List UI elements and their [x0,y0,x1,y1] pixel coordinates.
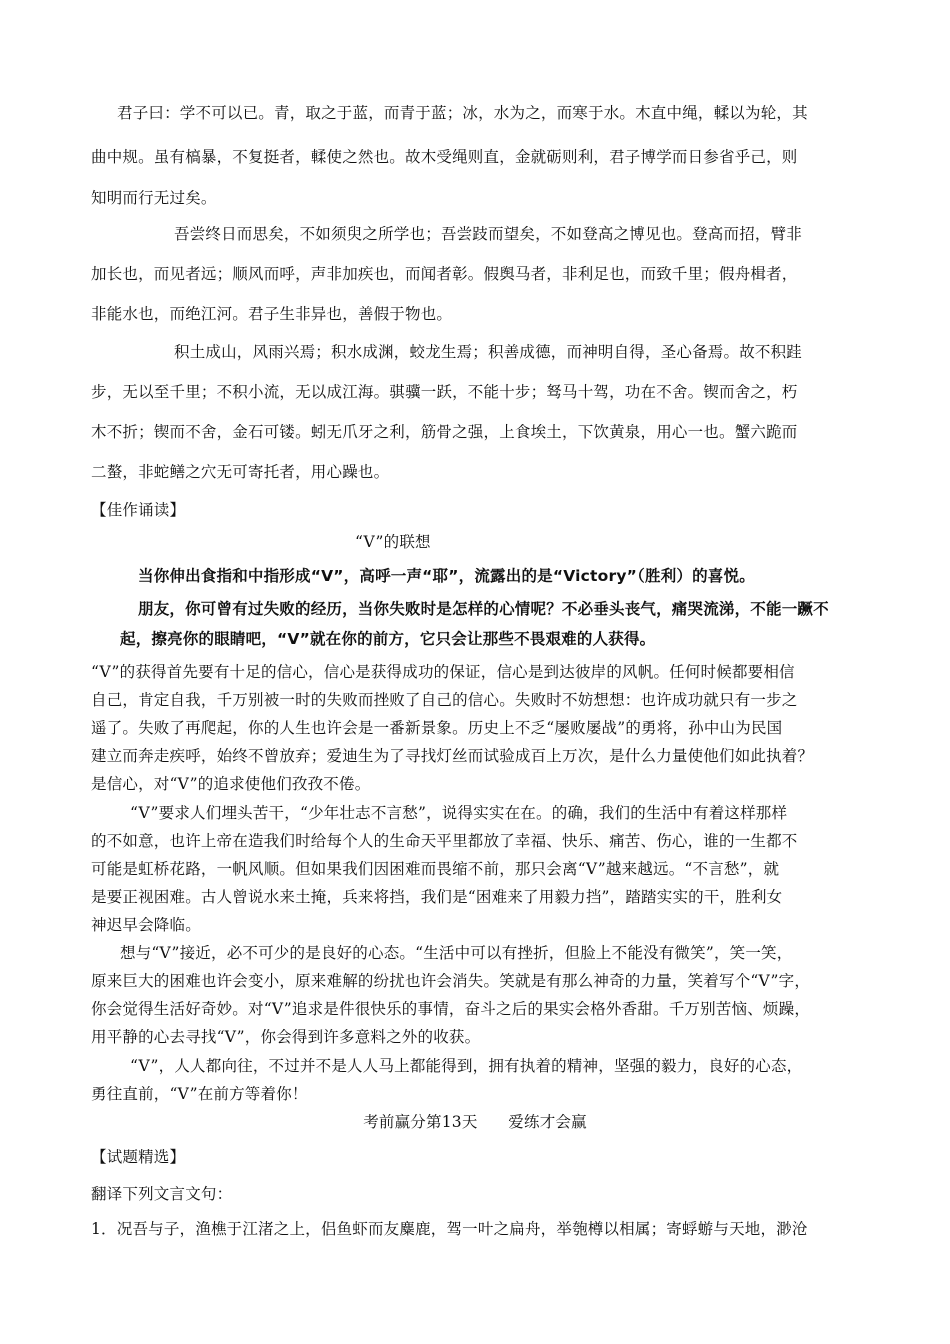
essay-line: 是信心，对“V”的追求使他们孜孜不倦。 [91,775,371,793]
passage-line: 积土成山，风雨兴焉；积水成渊，蛟龙生焉；积善成德，而神明自得，圣心备焉。故不积跬 [174,343,803,361]
passage-line: 曲中规。虽有槁暴，不复挺者，輮使之然也。故木受绳则直，金就砺则利，君子博学而日参省乎己，则 [91,148,798,166]
essay-line: 自己，肯定自我，千万别被一时的失败而挫败了自己的信心。失败时不妨想想：也许成功就只有一步之 [91,691,798,709]
essay-line: 的不如意，也许上帝在造我们时给每个人的生命天平里都放了幸福、快乐、痛苦、伤心，谁的一生都不 [91,832,798,850]
question-text: 1．况吾与子，渔樵于江渚之上，侣鱼虾而友麋鹿，驾一叶之扁舟，举匏樽以相属；寄蜉蝣与天地，渺沧 [91,1220,808,1238]
essay-line: “V”，人人都向往，不过并不是人人马上都能得到，拥有执着的精神，坚强的毅力，良好的心态， [130,1057,803,1075]
passage-line: 二螯，非蛇鳝之穴无可寄托者，用心躁也。 [91,463,390,481]
essay-title: “V”的联想 [355,533,431,551]
essay-line: 遥了。失败了再爬起，你的人生也许会是一番新景象。历史上不乏“屡败屡战”的勇将，孙中山为民国 [91,719,783,737]
essay-line: 原来巨大的困难也许会变小，原来难解的纷扰也许会消失。笑就是有那么神奇的力量，笑着写个“V”字， [91,972,811,990]
passage-line: 木不折；锲而不舍，金石可镂。蚓无爪牙之利，筋骨之强，上食埃土，下饮黄泉，用心一也。蟹六跪而 [91,423,798,441]
passage-line: 吾尝终日而思矣，不如须臾之所学也；吾尝跂而望矣，不如登高之博见也。登高而招，臂非 [174,225,803,243]
essay-line: 建立而奔走疾呼，始终不曾放弃；爱迪生为了寻找灯丝而试验成百上万次，是什么力量使他们如此执着？ [91,747,814,765]
passage-line: 非能水也，而绝江河。君子生非异也，善假于物也。 [91,305,453,323]
day-heading: 考前赢分第13天 爱练才会赢 [363,1113,587,1131]
essay-line: 用平静的心去寻找“V”，你会得到许多意料之外的收获。 [91,1028,481,1046]
essay-intro-line: 当你伸出食指和中指形成“V”，高呼一声“耶”，流露出的是“Victory”（胜利）的喜悦。 [138,567,755,585]
essay-line: 勇往直前，“V”在前方等着你！ [91,1085,308,1103]
section-heading: 【试题精选】 [91,1148,186,1166]
essay-line: 你会觉得生活好奇妙。对“V”追求是件很快乐的事情，奋斗之后的果实会格外香甜。千万别苦恼、烦躁， [91,1000,811,1018]
essay-intro-line: 朋友，你可曾有过失败的经历，当你失败时是怎样的心情呢？不必垂头丧气，痛哭流涕，不能一蹶不 [138,600,829,618]
essay-line: “V”的获得首先要有十足的信心，信心是获得成功的保证，信心是到达彼岸的风帆。任何时候都要相信 [91,663,795,681]
essay-line: 可能是虹桥花路，一帆风顺。但如果我们因困难而畏缩不前，那只会离“V”越来越远。“不言愁”，就 [91,860,780,878]
passage-line: 君子曰：学不可以已。青，取之于蓝，而青于蓝；冰，水为之，而寒于水。木直中绳，輮以为轮，其 [117,104,808,122]
essay-intro-line: 起，擦亮你的眼睛吧，“V”就在你的前方，它只会让那些不畏艰难的人获得。 [120,630,656,648]
essay-line: 神迟早会降临。 [91,916,201,934]
essay-line: 是要正视困难。古人曾说水来土掩，兵来将挡，我们是“困难来了用毅力挡”，踏踏实实的干，胜利女 [91,888,783,906]
instruction-text: 翻译下列文言文句： [91,1185,233,1203]
essay-line: 想与“V”接近，必不可少的是良好的心态。“生活中可以有挫折，但脸上不能没有微笑”，笑一笑， [120,944,793,962]
section-heading: 【佳作诵读】 [91,501,186,519]
essay-line: “V”要求人们埋头苦干，“少年壮志不言愁”，说得实实在在。的确，我们的生活中有着这样那样 [130,804,788,822]
passage-line: 加长也，而见者远；顺风而呼，声非加疾也，而闻者彰。假舆马者，非利足也，而致千里；假舟楫者， [91,265,798,283]
passage-line: 步，无以至千里；不积小流，无以成江海。骐骥一跃，不能十步；驽马十驾，功在不舍。锲而舍之，朽 [91,383,798,401]
passage-line: 知明而行无过矣。 [91,189,217,207]
